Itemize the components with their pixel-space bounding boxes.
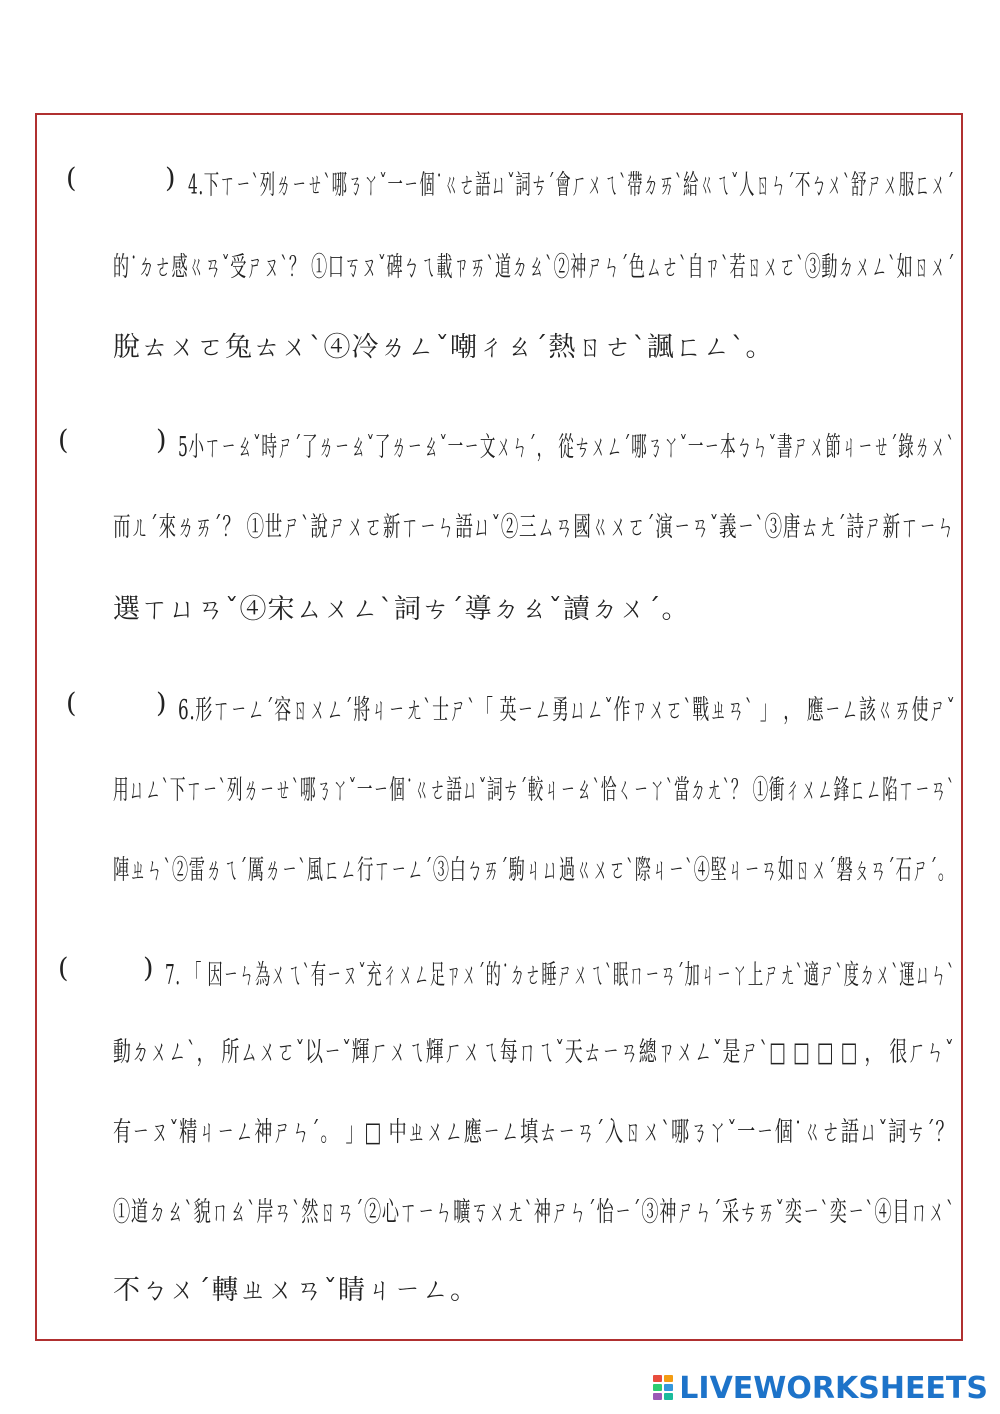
q6-paren-close: ): [156, 688, 167, 719]
q4-paren-close: ): [165, 163, 176, 194]
q5-paren-open: (: [58, 425, 69, 456]
q5-answer-box[interactable]: [80, 427, 140, 457]
q4-line-2: 的˙ㄉㄜ感ㄍㄢˇ受ㄕㄡˋ？ ①口ㄎㄡˇ碑ㄅㄟ載ㄗㄞˋ道ㄉㄠˋ②神ㄕㄣˊ色ㄙㄜˋ自ㄗˋ若ㄖㄨㄛˋ③動ㄉㄨㄥˋ如ㄖㄨˊ: [113, 252, 956, 283]
brand-name: LIVEWORKSHEETS: [679, 1370, 988, 1406]
q7-line-3: 有ㄧㄡˇ精ㄐㄧㄥ神ㄕㄣˊ。 」□ 中ㄓㄨㄥ應ㄧㄥ填ㄊㄧㄢˊ入ㄖㄨˋ哪ㄋㄚˇ一ㄧ個˙ㄍㄜ語ㄩˇ詞ㄘˊ？: [113, 1117, 955, 1148]
q7-paren-open: (: [58, 953, 69, 984]
q4-line-1: 4.下ㄒㄧˋ列ㄌㄧㄝˋ哪ㄋㄚˇ一ㄧ個˙ㄍㄜ語ㄩˇ詞ㄘˊ會ㄏㄨㄟˋ帶ㄉㄞˋ給ㄍㄟˇ人ㄖㄣˊ不ㄅㄨˋ舒ㄕㄨ服ㄈㄨˊ: [188, 170, 955, 201]
logo-tile: [653, 1393, 662, 1400]
q5-paren-close: ): [156, 425, 167, 456]
liveworksheets-logo-icon: [653, 1375, 675, 1401]
q4-answer-box[interactable]: [85, 165, 145, 195]
logo-tile: [653, 1384, 662, 1391]
q5-line-2: 而ㄦˊ來ㄌㄞˊ？ ①世ㄕˋ說ㄕㄨㄛ新ㄒㄧㄣ語ㄩˇ②三ㄙㄢ國ㄍㄨㄛˊ演ㄧㄢˇ義ㄧˋ③唐ㄊㄤˊ詩ㄕ新ㄒㄧㄣ: [113, 512, 956, 543]
q6-line-2: 用ㄩㄥˋ下ㄒㄧˋ列ㄌㄧㄝˋ哪ㄋㄚˇ一ㄧ個˙ㄍㄜ語ㄩˇ詞ㄘˊ較ㄐㄧㄠˋ恰ㄑㄧㄚˋ當ㄉㄤˋ？ ①衝ㄔㄨㄥ鋒ㄈㄥ陷ㄒㄧㄢˋ: [113, 775, 956, 806]
q6-answer-box[interactable]: [85, 690, 145, 720]
logo-tile: [664, 1384, 673, 1391]
logo-tile: [653, 1375, 662, 1382]
q6-paren-open: (: [66, 688, 77, 719]
logo-tile: [664, 1393, 673, 1400]
q5-line-3: 選ㄒㄩㄢˇ④宋ㄙㄨㄥˋ詞ㄘˊ導ㄉㄠˇ讀ㄉㄨˊ。: [113, 594, 690, 625]
q7-line-2: 動ㄉㄨㄥˋ， 所ㄙㄨㄛˇ以ㄧˇ輝ㄏㄨㄟ輝ㄏㄨㄟ每ㄇㄟˇ天ㄊㄧㄢ總ㄗㄨㄥˇ是ㄕˋ□ □ □ □ ， 很ㄏㄣˇ: [113, 1037, 955, 1068]
q4-line-3: 脫ㄊㄨㄛ兔ㄊㄨˋ④冷ㄌㄥˇ嘲ㄔㄠˊ熱ㄖㄜˋ諷ㄈㄥˋ。: [113, 332, 774, 363]
q5-line-1: 5小ㄒㄧㄠˇ時ㄕˊ了ㄌㄧㄠˇ了ㄌㄧㄠˇ一ㄧ文ㄨㄣˊ， 從ㄘㄨㄥˊ哪ㄋㄚˇ一ㄧ本ㄅㄣˇ書ㄕㄨ節ㄐㄧㄝˊ錄ㄌㄨˋ: [178, 432, 955, 463]
liveworksheets-footer: [653, 1370, 988, 1406]
q6-line-3: 陣ㄓㄣˋ②雷ㄌㄟˊ厲ㄌㄧˋ風ㄈㄥ行ㄒㄧㄥˊ③白ㄅㄞˊ駒ㄐㄩ過ㄍㄨㄛˋ際ㄐㄧˋ④堅ㄐㄧㄢ如ㄖㄨˊ磐ㄆㄢˊ石ㄕˊ。: [113, 855, 955, 886]
q7-paren-close: ): [143, 953, 154, 984]
q7-line-1: 7. 「 因ㄧㄣ為ㄨㄟˋ有ㄧㄡˇ充ㄔㄨㄥ足ㄗㄨˊ的˙ㄉㄜ睡ㄕㄨㄟˋ眠ㄇㄧㄢˊ加ㄐㄧㄚ上ㄕㄤˋ適ㄕˋ度ㄉㄨˋ運ㄩㄣˋ: [165, 960, 956, 991]
q7-answer-box[interactable]: [78, 955, 138, 985]
worksheet-frame: [35, 113, 963, 1341]
q7-line-5: 不ㄅㄨˊ轉ㄓㄨㄢˇ睛ㄐㄧㄥ。: [113, 1275, 478, 1306]
logo-tile: [664, 1375, 673, 1382]
q6-line-1: 6.形ㄒㄧㄥˊ容ㄖㄨㄥˊ將ㄐㄧㄤˋ士ㄕˋ「 英ㄧㄥ勇ㄩㄥˇ作ㄗㄨㄛˋ戰ㄓㄢˋ 」 ， 應ㄧㄥ該ㄍㄞ使ㄕˇ: [178, 695, 956, 726]
q7-line-4: ①道ㄉㄠˋ貌ㄇㄠˋ岸ㄢˋ然ㄖㄢˊ②心ㄒㄧㄣ曠ㄎㄨㄤˋ神ㄕㄣˊ怡ㄧˊ③神ㄕㄣˊ采ㄘㄞˇ奕ㄧˋ奕ㄧˋ④目ㄇㄨˋ: [113, 1197, 956, 1228]
q4-paren-open: (: [66, 163, 77, 194]
